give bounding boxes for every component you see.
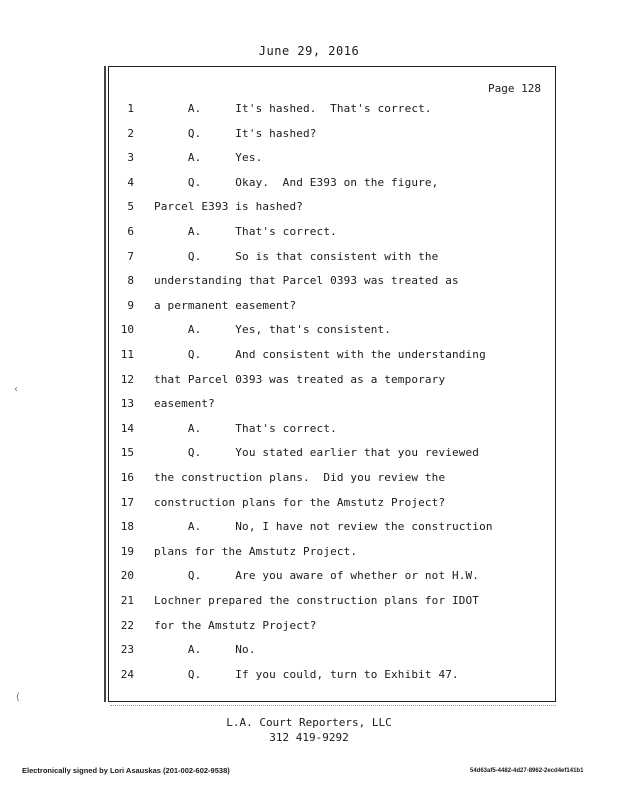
page-number: Page 128 [488, 82, 541, 95]
court-reporter-name: L.A. Court Reporters, LLC [226, 716, 392, 729]
frame-left-border [104, 66, 106, 702]
line-number: 14 [120, 422, 134, 435]
line-text: A. That's correct. [154, 225, 337, 238]
line-text: that Parcel 0393 was treated as a temporary [154, 373, 446, 386]
line-number: 9 [127, 299, 134, 312]
line-number: 18 [120, 520, 134, 533]
line-text: a permanent easement? [154, 299, 297, 312]
line-text: A. It's hashed. That's correct. [154, 102, 432, 115]
line-text: the construction plans. Did you review the [154, 471, 446, 484]
line-number: 10 [120, 323, 134, 336]
line-text: Q. You stated earlier that you reviewed [154, 446, 480, 459]
line-number: 20 [120, 569, 134, 582]
line-text: construction plans for the Amstutz Project? [154, 496, 446, 509]
line-text: for the Amstutz Project? [154, 619, 317, 632]
line-number: 12 [120, 373, 134, 386]
margin-bracket-icon: ( [16, 692, 20, 703]
line-text: Q. So is that consistent with the [154, 250, 439, 263]
line-text: A. Yes. [154, 151, 263, 164]
line-text: Q. It's hashed? [154, 127, 317, 140]
line-text: A. Yes, that's consistent. [154, 323, 392, 336]
margin-mark-icon: ‹ [14, 384, 18, 395]
line-text: Q. And consistent with the understanding [154, 348, 486, 361]
line-number: 22 [120, 619, 134, 632]
line-number: 17 [120, 496, 134, 509]
line-text: understanding that Parcel 0393 was treated as [154, 274, 459, 287]
line-text: A. That's correct. [154, 422, 337, 435]
line-number: 8 [127, 274, 134, 287]
court-reporter-phone: 312 419-9292 [269, 731, 349, 744]
line-number: 3 [127, 151, 134, 164]
line-number: 21 [120, 594, 134, 607]
line-text: Parcel E393 is hashed? [154, 200, 303, 213]
line-text: A. No. [154, 643, 256, 656]
line-text: Q. Are you aware of whether or not H.W. [154, 569, 480, 582]
frame-bottom-divider [110, 705, 556, 706]
line-text: easement? [154, 397, 215, 410]
electronic-signature-text: Electronically signed by Lori Asauskas (201-002-602-9538) [22, 766, 230, 775]
line-number: 19 [120, 545, 134, 558]
line-number: 2 [127, 127, 134, 140]
line-number: 1 [127, 102, 134, 115]
line-text: Lochner prepared the construction plans for IDOT [154, 594, 480, 607]
transcript-date: June 29, 2016 [258, 44, 360, 58]
document-id: 54d63af5-4482-4d27-8962-2ecd4ef141b1 [470, 768, 584, 774]
line-number: 23 [120, 643, 134, 656]
line-number: 16 [120, 471, 134, 484]
line-number: 24 [120, 668, 134, 681]
line-text: plans for the Amstutz Project. [154, 545, 358, 558]
line-number: 4 [127, 176, 134, 189]
line-number: 11 [120, 348, 134, 361]
line-number: 5 [127, 200, 134, 213]
line-text: A. No, I have not review the construction [154, 520, 493, 533]
line-number: 7 [127, 250, 134, 263]
line-text: Q. Okay. And E393 on the figure, [154, 176, 439, 189]
line-number: 15 [120, 446, 134, 459]
line-number: 13 [120, 397, 134, 410]
line-text: Q. If you could, turn to Exhibit 47. [154, 668, 459, 681]
line-number: 6 [127, 225, 134, 238]
